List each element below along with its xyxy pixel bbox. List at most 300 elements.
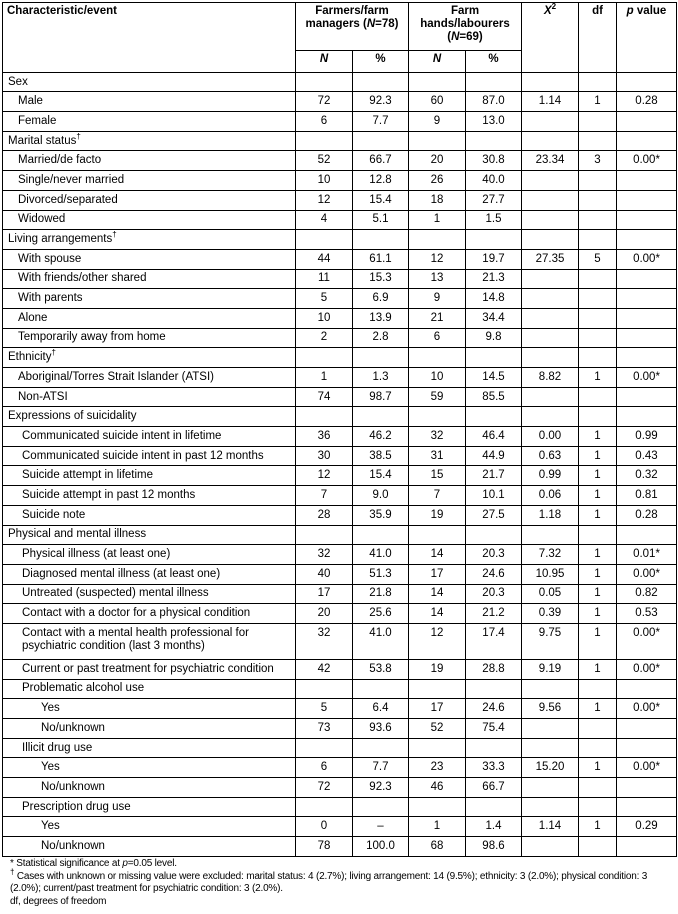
cell-n-farmers: 30 <box>296 446 353 466</box>
cell-chi-square <box>522 719 579 739</box>
cell-pct-farmhands: 27.7 <box>466 190 522 210</box>
cell-df: 1 <box>579 446 617 466</box>
header-group-farmers: Farmers/farm managers (N=78) <box>296 3 409 51</box>
cell-n-farmers: 10 <box>296 308 353 328</box>
row-label-text: Physical and mental illness <box>8 528 147 541</box>
cell-n-farmhands: 52 <box>409 719 466 739</box>
cell-n-farmers <box>296 131 353 151</box>
cell-p-value <box>617 328 677 348</box>
cell-pct-farmhands <box>466 525 522 545</box>
row-label-text: No/unknown <box>41 721 105 734</box>
cell-df: 5 <box>579 249 617 269</box>
cell-chi-square: 9.19 <box>522 659 579 679</box>
cell-chi-square <box>522 407 579 427</box>
cell-chi-square <box>522 525 579 545</box>
table-row <box>3 368 677 388</box>
cell-pct-farmers <box>353 348 409 368</box>
section-row <box>3 72 677 92</box>
cell-chi-square <box>522 230 579 250</box>
cell-n-farmhands <box>409 407 466 427</box>
cell-chi-square <box>522 797 579 817</box>
cell-df: 1 <box>579 545 617 565</box>
cell-pct-farmhands <box>466 738 522 758</box>
cell-df <box>579 230 617 250</box>
row-label <box>3 817 296 837</box>
cell-p-value: 0.00* <box>617 758 677 778</box>
section-label <box>3 797 296 817</box>
cell-n-farmhands: 60 <box>409 92 466 112</box>
cell-p-value: 0.01* <box>617 545 677 565</box>
section-row <box>3 797 677 817</box>
cell-chi-square <box>522 131 579 151</box>
cell-n-farmers: 5 <box>296 289 353 309</box>
cell-pct-farmhands: 85.5 <box>466 387 522 407</box>
cell-pct-farmhands: 40.0 <box>466 171 522 191</box>
cell-n-farmhands: 17 <box>409 564 466 584</box>
table-row <box>3 446 677 466</box>
row-label <box>3 466 296 486</box>
cell-pct-farmers: 53.8 <box>353 659 409 679</box>
table-row <box>3 659 677 679</box>
row-label <box>3 604 296 624</box>
cell-chi-square: 0.05 <box>522 584 579 604</box>
cell-pct-farmhands: 34.4 <box>466 308 522 328</box>
cell-p-value: 0.00* <box>617 249 677 269</box>
table-row <box>3 92 677 112</box>
cell-n-farmhands <box>409 525 466 545</box>
row-label-text: Prescription drug use <box>22 800 131 813</box>
cell-pct-farmhands: 21.7 <box>466 466 522 486</box>
cell-df <box>579 171 617 191</box>
cell-pct-farmers: 6.4 <box>353 699 409 719</box>
row-label <box>3 112 296 132</box>
cell-pct-farmers: – <box>353 817 409 837</box>
cell-pct-farmers: 92.3 <box>353 778 409 798</box>
cell-n-farmers <box>296 797 353 817</box>
cell-pct-farmers: 25.6 <box>353 604 409 624</box>
row-label <box>3 545 296 565</box>
cell-n-farmers: 20 <box>296 604 353 624</box>
row-label-text: With spouse <box>18 252 82 265</box>
cell-chi-square <box>522 679 579 699</box>
table-row <box>3 328 677 348</box>
cell-n-farmers: 1 <box>296 368 353 388</box>
cell-n-farmhands: 14 <box>409 604 466 624</box>
cell-df: 1 <box>579 564 617 584</box>
cell-n-farmhands: 19 <box>409 659 466 679</box>
row-label-text: Yes <box>41 702 60 715</box>
row-label-text: Married/de facto <box>18 154 102 167</box>
row-label-text: Non-ATSI <box>18 390 68 403</box>
section-label <box>3 348 296 368</box>
header-p-value: p value <box>617 3 677 73</box>
cell-n-farmers: 10 <box>296 171 353 191</box>
row-label <box>3 486 296 506</box>
cell-chi-square <box>522 269 579 289</box>
cell-pct-farmers <box>353 738 409 758</box>
cell-p-value: 0.00* <box>617 623 677 659</box>
cell-pct-farmhands: 10.1 <box>466 486 522 506</box>
cell-pct-farmers <box>353 131 409 151</box>
cell-n-farmhands: 9 <box>409 112 466 132</box>
dagger-mark: † <box>112 230 117 240</box>
cell-pct-farmhands: 9.8 <box>466 328 522 348</box>
row-label-text: Expressions of suicidality <box>8 410 137 423</box>
cell-p-value <box>617 230 677 250</box>
cell-n-farmers: 40 <box>296 564 353 584</box>
cell-n-farmhands: 17 <box>409 699 466 719</box>
cell-pct-farmhands <box>466 407 522 427</box>
cell-chi-square: 7.32 <box>522 545 579 565</box>
table-row <box>3 604 677 624</box>
cell-n-farmhands: 12 <box>409 623 466 659</box>
cell-n-farmers <box>296 348 353 368</box>
cell-p-value <box>617 525 677 545</box>
cell-p-value <box>617 269 677 289</box>
row-label-text: Untreated (suspected) mental illness <box>22 587 209 600</box>
cell-pct-farmhands: 66.7 <box>466 778 522 798</box>
cell-n-farmhands: 19 <box>409 505 466 525</box>
cell-pct-farmhands: 44.9 <box>466 446 522 466</box>
row-label-text: Suicide attempt in lifetime <box>22 469 154 482</box>
cell-chi-square <box>522 387 579 407</box>
cell-chi-square <box>522 190 579 210</box>
cell-pct-farmhands: 14.5 <box>466 368 522 388</box>
cell-pct-farmers: 2.8 <box>353 328 409 348</box>
header-group-farmhands: Farm hands/labourers (N=69) <box>409 3 522 51</box>
row-label-text: Marital status <box>8 134 77 147</box>
cell-n-farmers: 28 <box>296 505 353 525</box>
cell-n-farmhands: 68 <box>409 837 466 857</box>
cell-n-farmers: 36 <box>296 427 353 447</box>
header-chi-square: $X^2$ <box>522 3 579 73</box>
cell-pct-farmhands <box>466 797 522 817</box>
cell-n-farmhands: 46 <box>409 778 466 798</box>
cell-p-value <box>617 348 677 368</box>
section-row <box>3 679 677 699</box>
cell-p-value <box>617 190 677 210</box>
table-body <box>3 72 677 856</box>
table-header <box>3 3 677 73</box>
cell-pct-farmhands: 13.0 <box>466 112 522 132</box>
cell-df <box>579 308 617 328</box>
section-label <box>3 230 296 250</box>
cell-pct-farmhands: 24.6 <box>466 699 522 719</box>
table-row <box>3 308 677 328</box>
table-wrapper <box>2 2 676 857</box>
table-footnotes <box>10 858 670 908</box>
cell-chi-square <box>522 210 579 230</box>
cell-chi-square: 0.06 <box>522 486 579 506</box>
cell-pct-farmers: 41.0 <box>353 623 409 659</box>
cell-n-farmers: 4 <box>296 210 353 230</box>
row-label-text: Single/never married <box>18 173 125 186</box>
section-row <box>3 738 677 758</box>
cell-pct-farmers: 7.7 <box>353 112 409 132</box>
row-label-text: Problematic alcohol use <box>22 682 145 695</box>
cell-chi-square: 0.63 <box>522 446 579 466</box>
table-row <box>3 210 677 230</box>
cell-pct-farmers: 15.4 <box>353 190 409 210</box>
row-label-text: Physical illness (at least one) <box>22 548 171 561</box>
row-label-text: Ethnicity <box>8 351 52 364</box>
cell-n-farmhands: 31 <box>409 446 466 466</box>
row-label <box>3 446 296 466</box>
cell-pct-farmhands: 1.4 <box>466 817 522 837</box>
row-label <box>3 659 296 679</box>
cell-df: 1 <box>579 817 617 837</box>
cell-n-farmers: 6 <box>296 112 353 132</box>
subheader-n-farmers: N <box>296 51 353 73</box>
cell-df <box>579 719 617 739</box>
section-row <box>3 230 677 250</box>
cell-p-value <box>617 210 677 230</box>
row-label <box>3 719 296 739</box>
cell-n-farmers: 5 <box>296 699 353 719</box>
cell-df <box>579 210 617 230</box>
cell-pct-farmers: 6.9 <box>353 289 409 309</box>
cell-pct-farmers <box>353 797 409 817</box>
table-row <box>3 817 677 837</box>
cell-n-farmhands: 14 <box>409 545 466 565</box>
row-label-text: Female <box>18 114 57 127</box>
row-label <box>3 778 296 798</box>
section-row <box>3 131 677 151</box>
cell-p-value: 0.28 <box>617 92 677 112</box>
row-label <box>3 584 296 604</box>
cell-pct-farmers: 38.5 <box>353 446 409 466</box>
table-row <box>3 486 677 506</box>
cell-p-value: 0.82 <box>617 584 677 604</box>
cell-df: 1 <box>579 427 617 447</box>
cell-p-value: 0.43 <box>617 446 677 466</box>
section-label <box>3 407 296 427</box>
cell-n-farmhands <box>409 72 466 92</box>
cell-p-value: 0.99 <box>617 427 677 447</box>
cell-pct-farmers: 41.0 <box>353 545 409 565</box>
cell-pct-farmhands: 27.5 <box>466 505 522 525</box>
cell-pct-farmhands: 33.3 <box>466 758 522 778</box>
cell-n-farmhands: 15 <box>409 466 466 486</box>
cell-p-value <box>617 387 677 407</box>
cell-pct-farmers <box>353 230 409 250</box>
row-label <box>3 328 296 348</box>
cell-n-farmhands: 12 <box>409 249 466 269</box>
cell-df: 1 <box>579 466 617 486</box>
cell-pct-farmers: 98.7 <box>353 387 409 407</box>
cell-p-value: 0.00* <box>617 564 677 584</box>
cell-p-value <box>617 131 677 151</box>
cell-p-value: 0.29 <box>617 817 677 837</box>
cell-chi-square <box>522 289 579 309</box>
cell-n-farmhands <box>409 797 466 817</box>
cell-df: 1 <box>579 604 617 624</box>
cell-pct-farmers: 12.8 <box>353 171 409 191</box>
cell-n-farmhands: 1 <box>409 817 466 837</box>
row-label-text: Yes <box>41 820 60 833</box>
cell-pct-farmhands <box>466 131 522 151</box>
cell-chi-square <box>522 72 579 92</box>
subheader-pct-farmhands: % <box>466 51 522 73</box>
row-label-text: Aboriginal/Torres Strait Islander (ATSI) <box>18 370 214 383</box>
row-label <box>3 308 296 328</box>
row-label-text: Contact with a mental health professional for psychiatric condition (last 3 months) <box>22 626 249 652</box>
cell-pct-farmers <box>353 72 409 92</box>
cell-n-farmhands: 7 <box>409 486 466 506</box>
cell-n-farmers <box>296 738 353 758</box>
section-label <box>3 131 296 151</box>
table-row <box>3 112 677 132</box>
cell-pct-farmers: 92.3 <box>353 92 409 112</box>
table-row <box>3 564 677 584</box>
table-row <box>3 778 677 798</box>
cell-pct-farmhands: 87.0 <box>466 92 522 112</box>
cell-p-value: 0.28 <box>617 505 677 525</box>
cell-n-farmhands: 23 <box>409 758 466 778</box>
row-label-text: Contact with a doctor for a physical condition <box>22 607 251 620</box>
row-label <box>3 623 296 659</box>
cell-chi-square: 15.20 <box>522 758 579 778</box>
row-label-text: Diagnosed mental illness (at least one) <box>22 567 221 580</box>
cell-p-value: 0.81 <box>617 486 677 506</box>
cell-n-farmers <box>296 407 353 427</box>
cell-pct-farmers: 1.3 <box>353 368 409 388</box>
cell-pct-farmhands <box>466 230 522 250</box>
cell-p-value <box>617 719 677 739</box>
table-row <box>3 289 677 309</box>
table-row <box>3 699 677 719</box>
cell-chi-square: 8.82 <box>522 368 579 388</box>
cell-p-value: 0.53 <box>617 604 677 624</box>
row-label-text: With parents <box>18 292 83 305</box>
cell-n-farmhands: 32 <box>409 427 466 447</box>
section-label <box>3 738 296 758</box>
row-label-text: Widowed <box>18 213 66 226</box>
cell-pct-farmhands: 19.7 <box>466 249 522 269</box>
cell-df <box>579 190 617 210</box>
cell-df <box>579 525 617 545</box>
cell-pct-farmers: 66.7 <box>353 151 409 171</box>
row-label-text: No/unknown <box>41 780 105 793</box>
cell-pct-farmers: 9.0 <box>353 486 409 506</box>
row-label-text: Suicide note <box>22 508 86 521</box>
cell-n-farmhands: 18 <box>409 190 466 210</box>
cell-pct-farmhands: 20.3 <box>466 545 522 565</box>
cell-pct-farmhands: 30.8 <box>466 151 522 171</box>
row-label-text: Current or past treatment for psychiatric condition <box>22 662 274 675</box>
cell-df <box>579 679 617 699</box>
cell-n-farmers: 72 <box>296 778 353 798</box>
cell-chi-square: 9.56 <box>522 699 579 719</box>
row-label-text: Suicide attempt in past 12 months <box>22 488 196 501</box>
cell-p-value: 0.00* <box>617 659 677 679</box>
cell-df: 3 <box>579 151 617 171</box>
cell-df: 1 <box>579 368 617 388</box>
cell-p-value <box>617 171 677 191</box>
cell-df: 1 <box>579 486 617 506</box>
cell-pct-farmhands: 98.6 <box>466 837 522 857</box>
cell-chi-square <box>522 112 579 132</box>
cell-df <box>579 348 617 368</box>
row-label-text: Divorced/separated <box>18 193 118 206</box>
cell-df: 1 <box>579 584 617 604</box>
cell-n-farmers: 44 <box>296 249 353 269</box>
cell-n-farmers: 42 <box>296 659 353 679</box>
row-label-text: Living arrangements <box>8 233 113 246</box>
cell-n-farmers: 0 <box>296 817 353 837</box>
cell-pct-farmhands: 1.5 <box>466 210 522 230</box>
cell-df <box>579 407 617 427</box>
cell-df: 1 <box>579 758 617 778</box>
row-label <box>3 190 296 210</box>
cell-n-farmers: 52 <box>296 151 353 171</box>
row-label <box>3 387 296 407</box>
cell-n-farmhands: 9 <box>409 289 466 309</box>
dagger-mark: † <box>51 348 56 358</box>
cell-df: 1 <box>579 92 617 112</box>
cell-pct-farmers: 15.3 <box>353 269 409 289</box>
cell-df <box>579 387 617 407</box>
cell-p-value <box>617 308 677 328</box>
row-label-text: No/unknown <box>41 839 105 852</box>
cell-pct-farmers <box>353 679 409 699</box>
table-row <box>3 269 677 289</box>
table-row <box>3 719 677 739</box>
cell-pct-farmers <box>353 407 409 427</box>
row-label <box>3 289 296 309</box>
cell-pct-farmers <box>353 525 409 545</box>
cell-pct-farmers: 7.7 <box>353 758 409 778</box>
cell-chi-square <box>522 171 579 191</box>
dagger-mark: † <box>76 131 81 141</box>
table-row <box>3 545 677 565</box>
cell-df <box>579 778 617 798</box>
row-label-text: Temporarily away from home <box>18 331 166 344</box>
cell-chi-square: 9.75 <box>522 623 579 659</box>
cell-n-farmhands: 14 <box>409 584 466 604</box>
row-label <box>3 758 296 778</box>
results-table <box>2 2 677 857</box>
cell-n-farmers: 32 <box>296 545 353 565</box>
cell-chi-square <box>522 308 579 328</box>
row-label <box>3 837 296 857</box>
subheader-n-farmhands: N <box>409 51 466 73</box>
row-label <box>3 210 296 230</box>
cell-pct-farmers: 13.9 <box>353 308 409 328</box>
cell-n-farmers <box>296 72 353 92</box>
cell-pct-farmers: 100.0 <box>353 837 409 857</box>
cell-n-farmers: 73 <box>296 719 353 739</box>
cell-n-farmhands <box>409 738 466 758</box>
cell-chi-square: 1.14 <box>522 92 579 112</box>
row-label-text: Communicated suicide intent in past 12 months <box>22 449 264 462</box>
row-label <box>3 92 296 112</box>
table-row <box>3 758 677 778</box>
cell-chi-square <box>522 778 579 798</box>
cell-pct-farmhands <box>466 679 522 699</box>
cell-chi-square: 0.99 <box>522 466 579 486</box>
cell-pct-farmers: 46.2 <box>353 427 409 447</box>
row-label <box>3 368 296 388</box>
cell-n-farmers: 7 <box>296 486 353 506</box>
cell-n-farmhands: 26 <box>409 171 466 191</box>
section-label <box>3 525 296 545</box>
footnote-missing-values: † Cases with unknown or missing value were excluded: marital status: 4 (2.7%); living arrangement: 14 (9.5%); ethnicity: 3 (2.0%); physical condition: 3 (2.0%); current/past treatment for psychiatric condition: 3 (2.0%). <box>10 867 648 894</box>
cell-chi-square: 10.95 <box>522 564 579 584</box>
cell-p-value <box>617 407 677 427</box>
cell-p-value: 0.00* <box>617 699 677 719</box>
cell-n-farmers: 2 <box>296 328 353 348</box>
